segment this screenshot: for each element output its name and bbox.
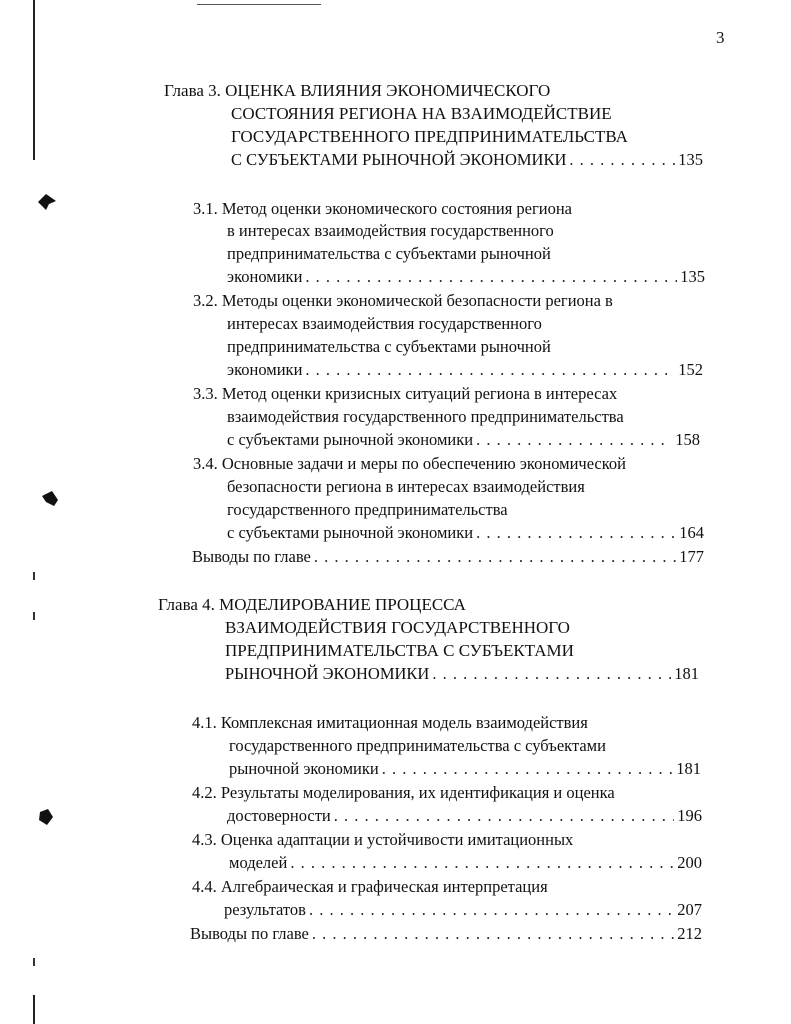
leader-dots bbox=[314, 546, 676, 568]
section-4-3-line: 4.3. Оценка адаптации и устойчивости имитационных bbox=[192, 830, 574, 849]
scan-speck bbox=[33, 958, 35, 966]
chapter-3-conclusions-entry[interactable] bbox=[192, 546, 704, 568]
leader-dots bbox=[309, 899, 674, 921]
scan-edge-line bbox=[33, 995, 35, 1024]
section-4-4-page: 207 bbox=[677, 900, 702, 919]
section-3-1-line: 3.1. Метод оценки экономического состояния региона bbox=[193, 199, 572, 218]
scan-edge-line bbox=[33, 0, 35, 160]
section-4-1-page: 181 bbox=[676, 759, 701, 778]
chapter-4-heading-line: ВЗАИМОДЕЙСТВИЯ ГОСУДАРСТВЕННОГО bbox=[225, 618, 570, 637]
section-3-2-page: 152 bbox=[678, 360, 703, 379]
scan-speck bbox=[33, 572, 35, 580]
chapter-4-heading-line: Глава 4. МОДЕЛИРОВАНИЕ ПРОЦЕССА bbox=[158, 595, 466, 614]
chapter-3-toc-entry[interactable] bbox=[231, 149, 703, 171]
chapter-4-conclusions-entry[interactable] bbox=[190, 923, 702, 945]
punch-hole-icon bbox=[36, 808, 58, 826]
section-4-1-line: государственного предпринимательства с субъектами bbox=[229, 736, 606, 755]
section-3-4-line: 3.4. Основные задачи и меры по обеспечению экономической bbox=[193, 454, 627, 473]
section-3-4-toc-entry[interactable] bbox=[227, 522, 704, 544]
section-3-4-line: государственного предпринимательства bbox=[227, 500, 508, 519]
chapter-3-heading-line: СОСТОЯНИЯ РЕГИОНА НА ВЗАИМОДЕЙСТВИЕ bbox=[231, 104, 612, 123]
section-4-3-line: моделей bbox=[229, 853, 288, 872]
section-4-1-line: рыночной экономики bbox=[229, 759, 379, 778]
section-4-2-line: достоверности bbox=[227, 806, 331, 825]
section-4-2-toc-entry[interactable] bbox=[227, 805, 702, 827]
section-4-4-toc-entry[interactable] bbox=[224, 899, 702, 921]
leader-dots bbox=[569, 149, 675, 171]
leader-dots bbox=[432, 663, 671, 685]
leader-dots bbox=[305, 266, 677, 288]
conclusions-page: 212 bbox=[677, 924, 702, 943]
conclusions-label: Выводы по главе bbox=[190, 924, 309, 943]
chapter-3-heading-line: Глава 3. ОЦЕНКА ВЛИЯНИЯ ЭКОНОМИЧЕСКОГО bbox=[164, 81, 551, 100]
section-3-2-line: 3.2. Методы оценки экономической безопасности региона в bbox=[193, 291, 613, 310]
section-4-4-line: результатов bbox=[224, 900, 306, 919]
chapter-3-heading-line: С СУБЪЕКТАМИ РЫНОЧНОЙ ЭКОНОМИКИ bbox=[231, 150, 567, 169]
page-number: 3 bbox=[716, 28, 725, 47]
leader-dots bbox=[476, 522, 676, 544]
section-3-4-page: 164 bbox=[679, 523, 704, 542]
chapter-4-toc-entry[interactable] bbox=[225, 663, 699, 685]
section-3-2-line: предпринимательства с субъектами рыночной bbox=[227, 337, 551, 356]
leader-dots bbox=[476, 429, 672, 451]
leader-dots bbox=[382, 758, 674, 780]
section-3-3-toc-entry[interactable] bbox=[227, 429, 700, 451]
section-3-4-line: безопасности региона в интересах взаимодействия bbox=[227, 477, 585, 496]
section-3-3-line: 3.3. Метод оценки кризисных ситуаций региона в интересах bbox=[193, 384, 618, 403]
scan-speck bbox=[33, 612, 35, 620]
punch-hole-icon bbox=[40, 490, 62, 508]
section-4-1-toc-entry[interactable] bbox=[229, 758, 701, 780]
section-4-4-line: 4.4. Алгебраическая и графическая интерпретация bbox=[192, 877, 548, 896]
conclusions-page: 177 bbox=[679, 547, 704, 566]
section-3-1-line: в интересах взаимодействия государственного bbox=[227, 221, 554, 240]
section-3-1-line: предпринимательства с субъектами рыночной bbox=[227, 244, 551, 263]
chapter-4-heading-line: ПРЕДПРИНИМАТЕЛЬСТВА С СУБЪЕКТАМИ bbox=[225, 641, 574, 660]
section-3-1-line: экономики bbox=[227, 267, 303, 286]
section-3-3-line: с субъектами рыночной экономики bbox=[227, 430, 474, 449]
section-4-1-line: 4.1. Комплексная имитационная модель взаимодействия bbox=[192, 713, 588, 732]
chapter-3-page: 135 bbox=[678, 150, 703, 169]
section-3-3-line: взаимодействия государственного предпринимательства bbox=[227, 407, 624, 426]
section-3-1-page: 135 bbox=[680, 267, 705, 286]
chapter-3-heading-line: ГОСУДАРСТВЕННОГО ПРЕДПРИНИМАТЕЛЬСТВА bbox=[231, 127, 628, 146]
section-4-3-toc-entry[interactable] bbox=[229, 852, 702, 874]
section-4-3-page: 200 bbox=[677, 853, 702, 872]
chapter-4-page: 181 bbox=[674, 664, 699, 683]
leader-dots bbox=[334, 805, 675, 827]
section-3-4-line: с субъектами рыночной экономики bbox=[227, 523, 474, 542]
scan-top-rule bbox=[197, 4, 321, 5]
chapter-4-heading-line: РЫНОЧНОЙ ЭКОНОМИКИ bbox=[225, 664, 430, 683]
section-3-2-line: экономики bbox=[227, 360, 303, 379]
leader-dots bbox=[305, 359, 675, 381]
section-4-2-line: 4.2. Результаты моделирования, их идентификация и оценка bbox=[192, 783, 615, 802]
punch-hole-icon bbox=[36, 193, 58, 211]
section-3-1-toc-entry[interactable] bbox=[227, 266, 705, 288]
section-3-3-page: 158 bbox=[675, 430, 700, 449]
section-4-2-page: 196 bbox=[677, 806, 702, 825]
leader-dots bbox=[290, 852, 674, 874]
conclusions-label: Выводы по главе bbox=[192, 547, 311, 566]
section-3-2-toc-entry[interactable] bbox=[227, 359, 703, 381]
leader-dots bbox=[312, 923, 674, 945]
section-3-2-line: интересах взаимодействия государственного bbox=[227, 314, 542, 333]
